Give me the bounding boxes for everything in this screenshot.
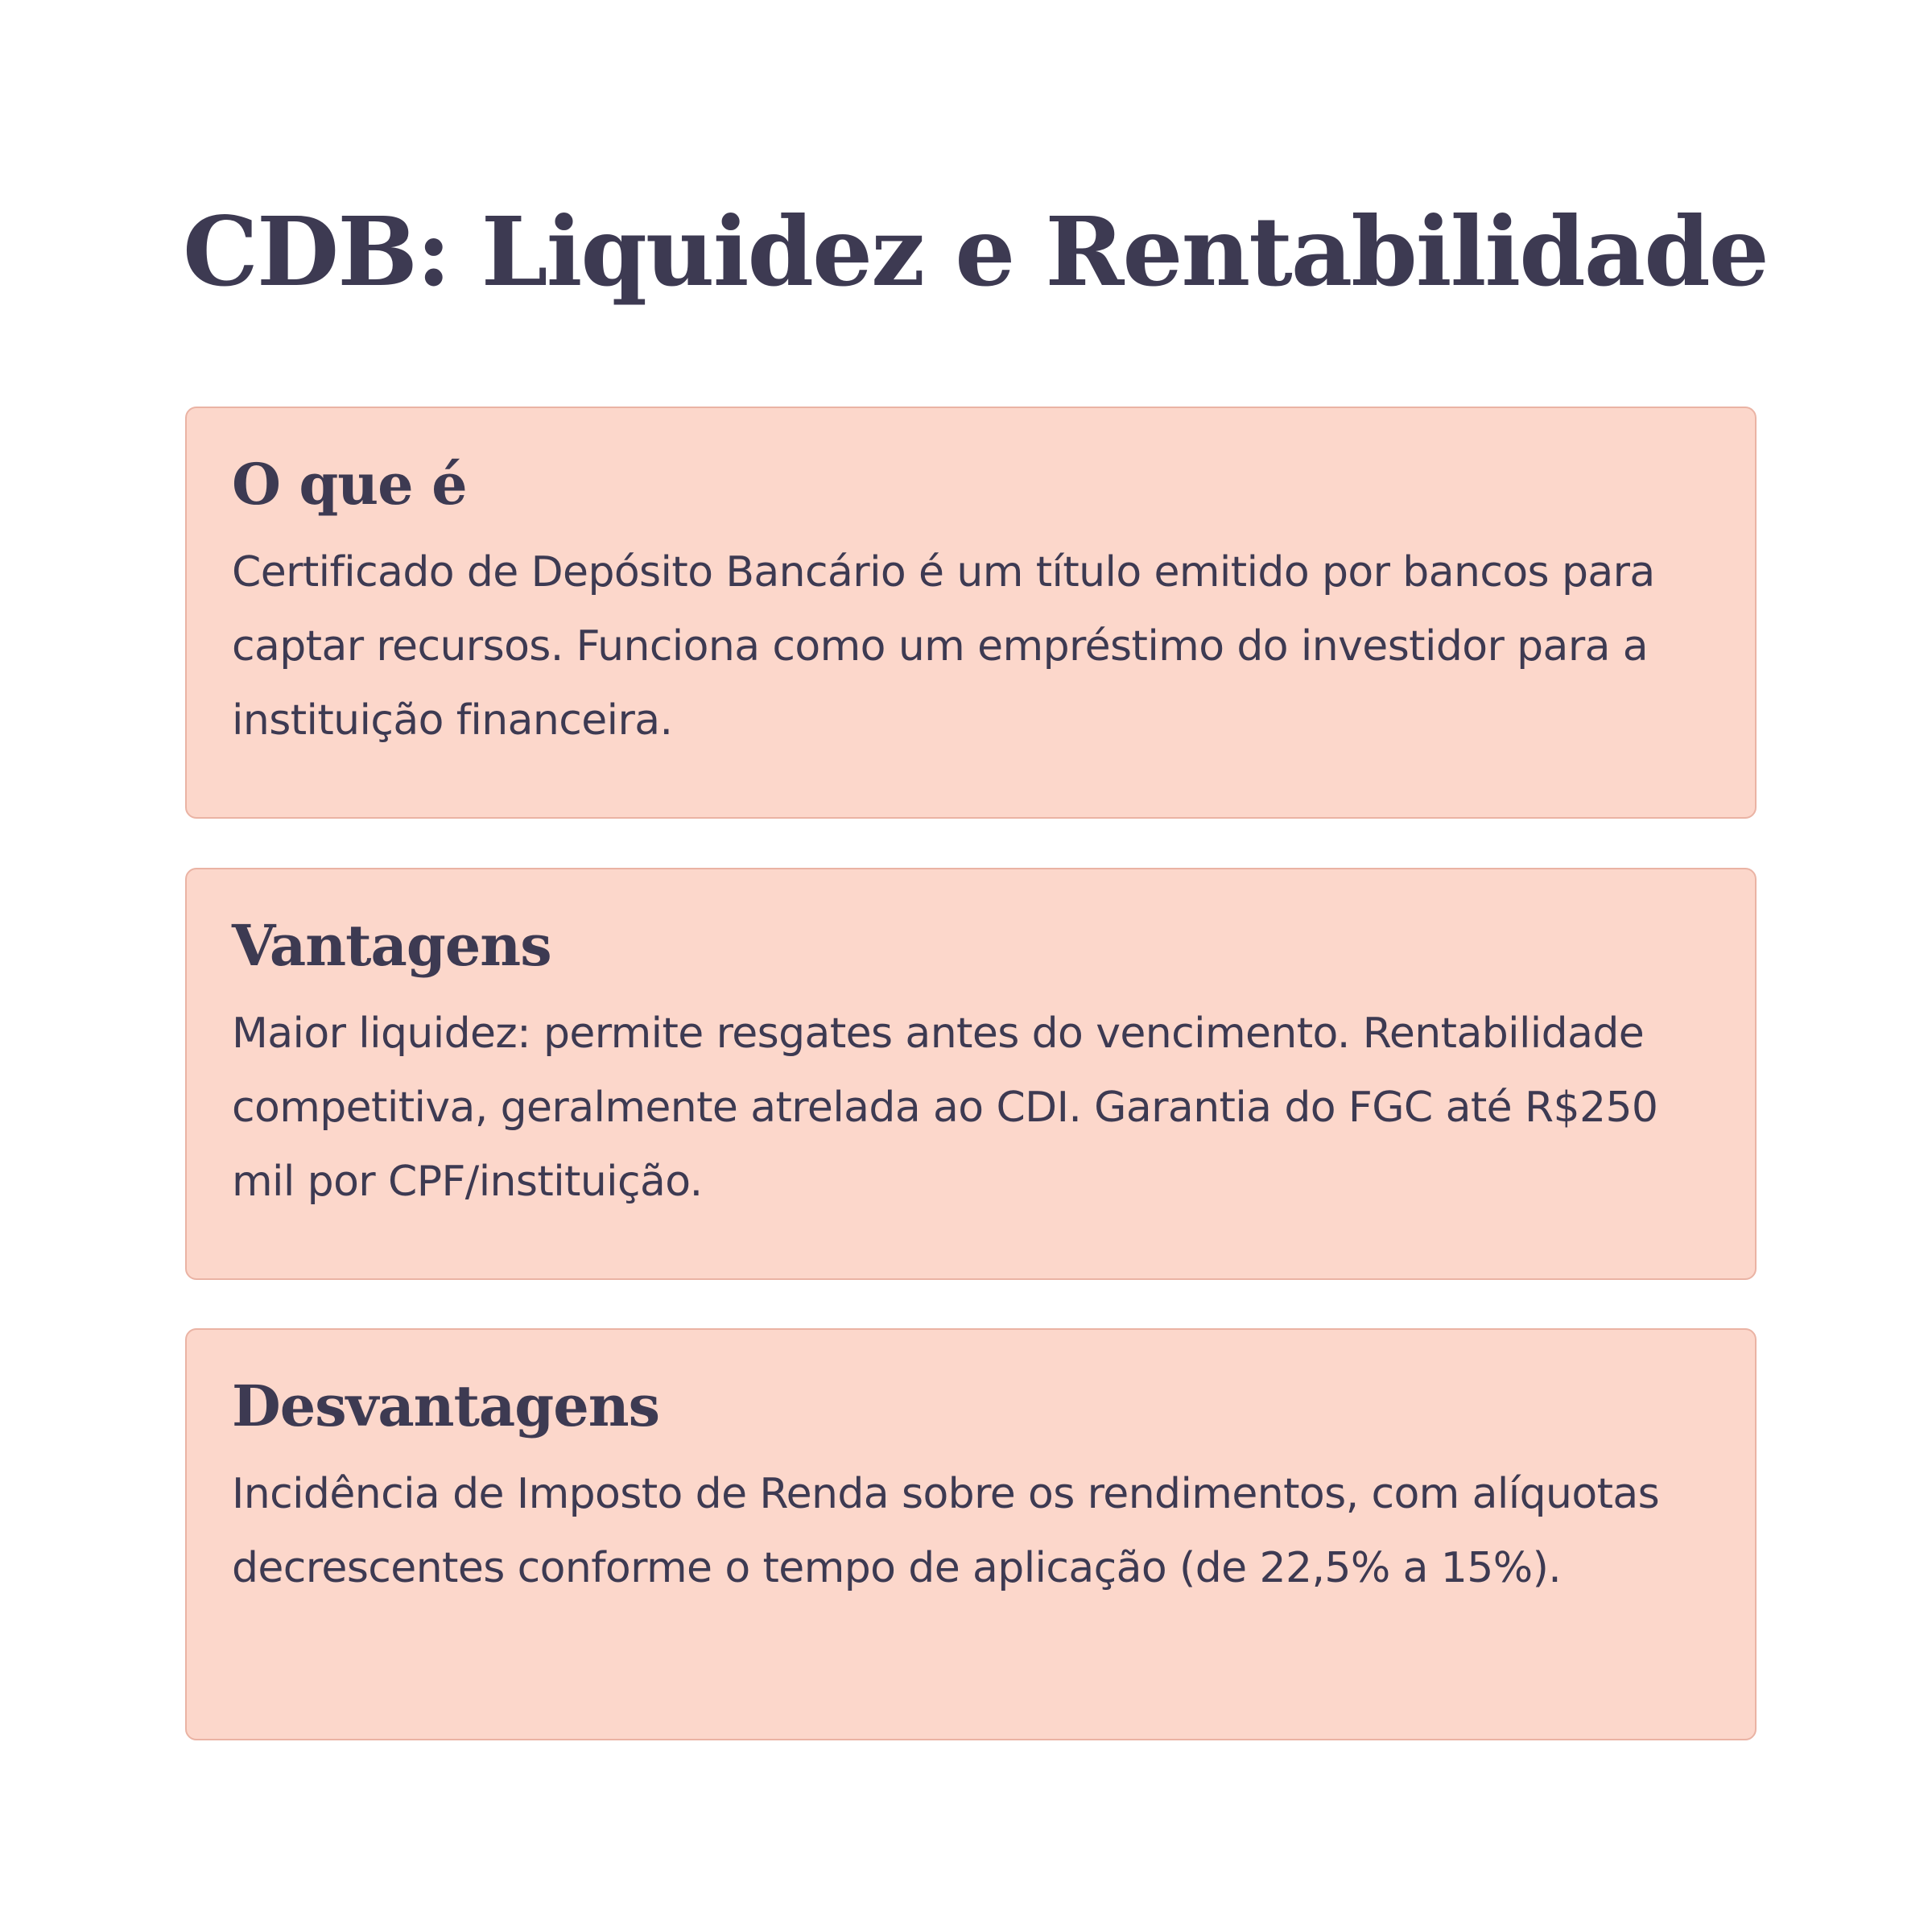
- section-card-what-is: [185, 407, 1757, 819]
- section-body: Incidência de Imposto de Renda sobre os rendimentos, com alíquotas decrescentes conforme o tempo de aplicação (de 22,5% a 15%).: [232, 1470, 1660, 1592]
- section-body: Certificado de Depósito Bancário é um título emitido por bancos para captar recursos. Funciona como um empréstimo do investidor para a instituição financeira.: [232, 548, 1655, 745]
- section-heading: Desvantagens: [232, 1373, 660, 1439]
- section-heading: Vantagens: [232, 912, 551, 979]
- document-page: [183, 0, 1768, 1932]
- section-body: Maior liquidez: permite resgates antes do vencimento. Rentabilidade competitiva, geralmente atrelada ao CDI. Garantia do FGC até R$250 mil por CPF/instituição.: [232, 1009, 1658, 1206]
- section-card-disadvantages: [185, 1328, 1757, 1740]
- section-heading: O que é: [232, 451, 467, 518]
- page-title: CDB: Liquidez e Rentabilidade: [183, 196, 1768, 308]
- section-card-advantages: [185, 868, 1757, 1280]
